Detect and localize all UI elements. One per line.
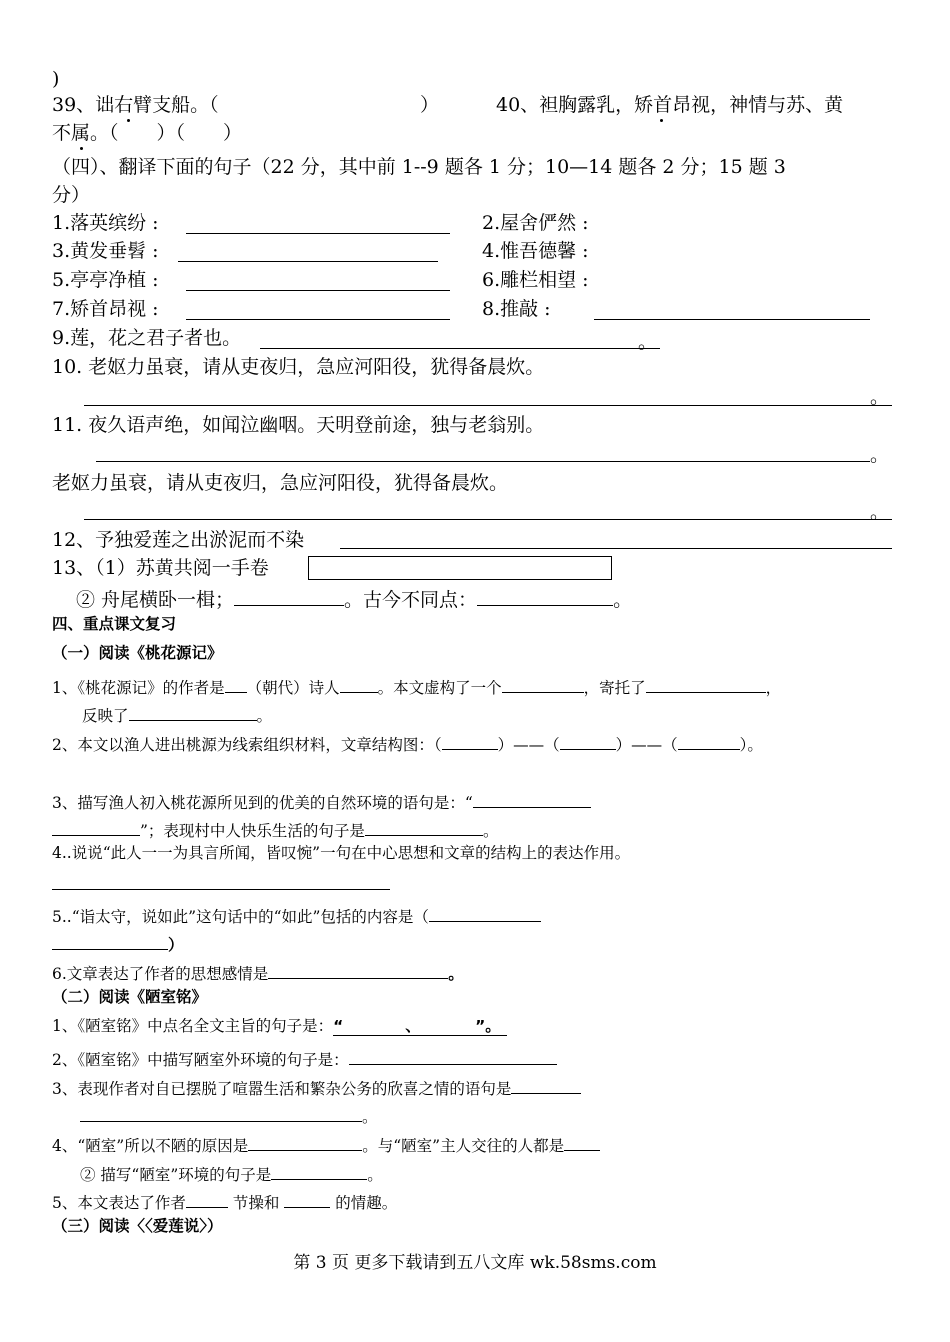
part3-heading: （三）阅读〈〈爱莲说〉） xyxy=(52,1217,223,1235)
part2-heading: （二）阅读《陋室铭》 xyxy=(52,988,208,1006)
section-4-title-cont: 分） xyxy=(52,184,91,206)
answer-line[interactable] xyxy=(178,261,438,262)
q39-close: ） xyxy=(420,94,440,116)
translate-7: 7.矫首昂视 : xyxy=(52,298,159,320)
translate-11b: 老妪力虽衰，请从吏夜归，急应河阳役，犹得备晨炊。 xyxy=(52,472,509,494)
answer-line[interactable] xyxy=(84,519,892,520)
translate-5: 5.亭亭净植 : xyxy=(52,269,159,291)
p1-q1-cont: 反映了 。 xyxy=(82,703,272,725)
p2-q1: 1、《陋室铭》中点名全文主旨的句子是：“ 、 ”。 xyxy=(52,1019,507,1036)
answer-blank[interactable] xyxy=(186,1190,228,1208)
answer-blank[interactable] xyxy=(234,588,344,606)
translate-3: 3.黄发垂髫 : xyxy=(52,240,159,262)
p1-q1: 1、《桃花源记》的作者是 （朝代）诗人 。本文虚构了一个 ，寄托了 ， xyxy=(52,675,781,697)
answer-line[interactable] xyxy=(186,290,450,291)
emphasis-dot xyxy=(80,147,83,150)
emphasis-dot xyxy=(660,119,663,122)
answer-blank[interactable] xyxy=(477,588,613,606)
p2-q2: 2、《陋室铭》中描写陋室外环境的句子是： xyxy=(52,1047,557,1069)
answer-blank[interactable] xyxy=(678,732,740,750)
answer-blank[interactable] xyxy=(340,675,378,693)
answer-blank[interactable] xyxy=(52,818,140,836)
period: 。 xyxy=(870,444,890,466)
answer-blank[interactable] xyxy=(429,904,541,922)
answer-blank[interactable] xyxy=(502,675,584,693)
translate-6: 6.雕栏相望 : xyxy=(482,269,589,291)
answer-line[interactable] xyxy=(96,461,870,462)
review-heading: 四、重点课文复习 xyxy=(52,615,177,633)
p2-q3: 3、表现作者对自已摆脱了喧嚣生活和繁杂公务的欣喜之情的语句是 xyxy=(52,1076,581,1098)
answer-blank[interactable] xyxy=(52,932,168,950)
p1-q3-cont: ”；表现村中人快乐生活的句子是 。 xyxy=(52,818,498,840)
period: 。 xyxy=(870,501,890,523)
p1-q3: 3、描写渔人初入桃花源所见到的优美的自然环境的语句是：“ xyxy=(52,790,591,812)
answer-box[interactable] xyxy=(308,556,612,580)
answer-blank[interactable] xyxy=(473,790,591,808)
answer-blank[interactable] xyxy=(268,961,448,979)
p1-q2: 2、本文以渔人进出桃源为线索组织材料，文章结构图：（ ）——（ ）——（ ）。 xyxy=(52,732,763,754)
p2-q5: 5、本文表达了作者 节操和 的情趣。 xyxy=(52,1190,397,1212)
p2-q3-cont: 。 xyxy=(80,1104,378,1126)
translate-12: 12、予独爱莲之出淤泥而不染 xyxy=(52,529,305,551)
answer-line[interactable] xyxy=(186,319,450,320)
answer-line[interactable] xyxy=(340,548,892,549)
answer-blank[interactable] xyxy=(129,703,257,721)
period: 。 xyxy=(870,386,890,408)
answer-blank[interactable] xyxy=(511,1076,581,1094)
p1-q6: 6.文章表达了作者的思想感情是 。 xyxy=(52,961,464,983)
page-footer: 第 3 页 更多下载请到五八文库 wk.58sms.com xyxy=(293,1253,657,1273)
translate-4: 4.惟吾德馨 : xyxy=(482,240,589,262)
translate-10: 10. 老妪力虽衰，请从吏夜归，急应河阳役，犹得备晨炊。 xyxy=(52,356,545,378)
answer-blank[interactable] xyxy=(646,675,766,693)
translate-11: 11. 夜久语声绝，如闻泣幽咽。天明登前途，独与老翁别。 xyxy=(52,414,545,436)
p2-q4: 4、“陋室”所以不陋的原因是 。与“陋室”主人交往的人都是 xyxy=(52,1133,600,1155)
answer-blank[interactable] xyxy=(284,1190,330,1208)
section-4-title: （四）、翻译下面的句子（22 分，其中前 1--9 题各 1 分；10—14 题各 2 分；15 题 3 xyxy=(52,156,786,178)
answer-blank[interactable] xyxy=(80,1104,362,1122)
translate-8: 8.推敲 : xyxy=(482,298,551,320)
answer-blank[interactable] xyxy=(225,675,247,693)
answer-line[interactable] xyxy=(186,233,450,234)
stray-paren: ) xyxy=(52,68,60,90)
p1-q5-cont: ） xyxy=(52,932,184,954)
translate-1: 1.落英缤纷 : xyxy=(52,212,159,234)
part1-heading: （一）阅读《桃花源记》 xyxy=(52,644,223,662)
p2-q4-cont: ② 描写“陋室”环境的句子是 。 xyxy=(80,1162,383,1184)
answer-blank[interactable] xyxy=(349,1047,557,1065)
answer-line[interactable] xyxy=(52,889,390,890)
p1-q4: 4..说说“此人一一为具言所闻，皆叹惋”一句在中心思想和文章的结构上的表达作用。 xyxy=(52,844,631,862)
answer-line[interactable] xyxy=(84,405,892,406)
answer-blank[interactable] xyxy=(442,732,498,750)
translate-13b: ② 舟尾横卧一楫； 。古今不同点： 。 xyxy=(76,589,633,611)
answer-blank[interactable] xyxy=(271,1162,367,1180)
answer-blank[interactable] xyxy=(248,1133,362,1151)
answer-line[interactable] xyxy=(594,319,870,320)
period: 。 xyxy=(638,331,658,353)
answer-line[interactable] xyxy=(260,348,660,349)
answer-blank[interactable] xyxy=(560,732,616,750)
translate-2: 2.屋舍俨然 : xyxy=(482,212,589,234)
p1-q5: 5..“诣太守，说如此”这句话中的“如此”包括的内容是（ xyxy=(52,904,541,926)
answer-blank[interactable] xyxy=(564,1133,600,1151)
answer-blank[interactable] xyxy=(365,818,483,836)
translate-9: 9.莲，花之君子者也。 xyxy=(52,327,242,349)
translate-13: 13、（1）苏黄共阅一手卷 xyxy=(52,557,269,579)
q39-text: 39、诎右臂支船。（ xyxy=(52,94,219,116)
q40-text: 40、袒胸露乳，矫首昂视，神情与苏、黄 xyxy=(496,94,844,116)
q40-text-cont: 不属。（ ）（ ） xyxy=(52,122,243,144)
